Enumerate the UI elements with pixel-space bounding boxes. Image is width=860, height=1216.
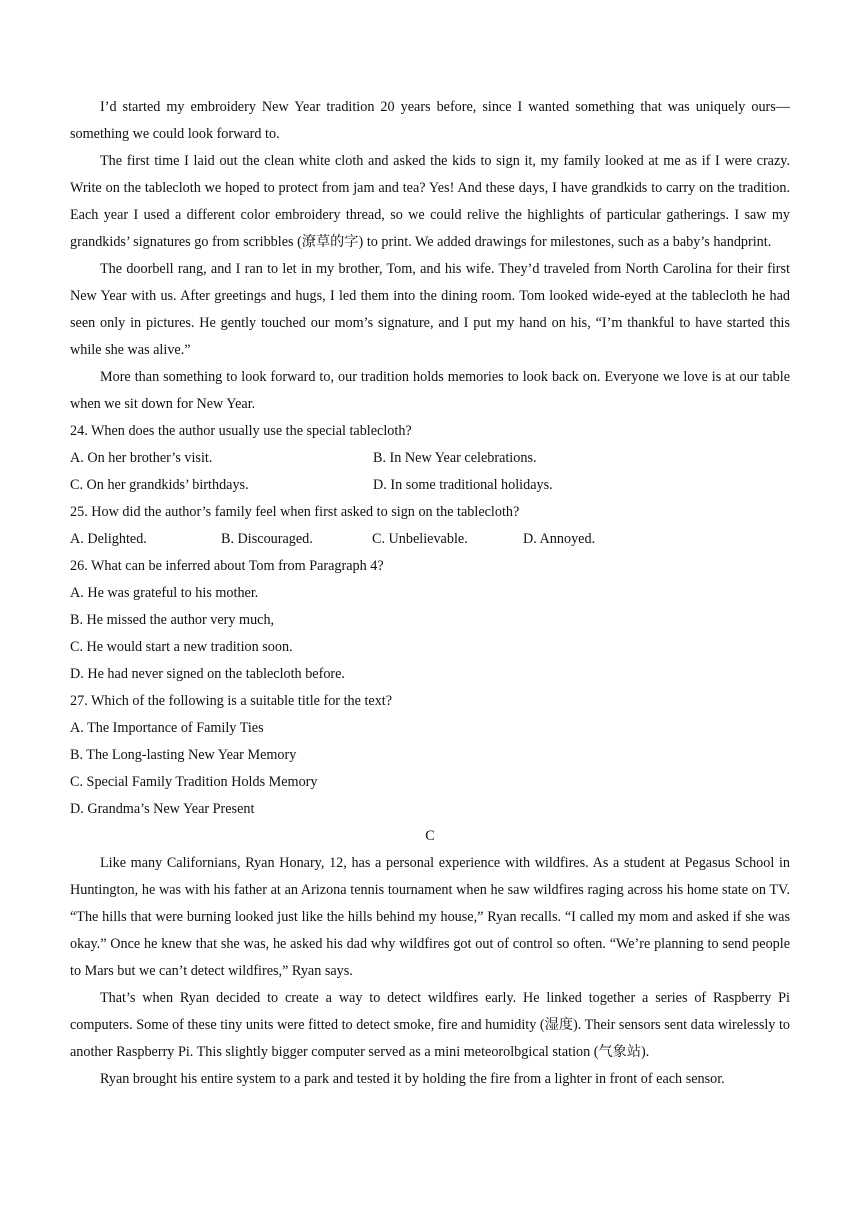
passage-c xyxy=(70,850,790,1093)
option-a[interactable]: A. The Importance of Family Ties xyxy=(70,720,264,736)
question-stem: 25. How did the author’s family feel when first asked to sign on the tablecloth? xyxy=(70,504,520,520)
question-stem: 27. Which of the following is a suitable title for the text? xyxy=(70,693,393,709)
option-b[interactable]: B. The Long-lasting New Year Memory xyxy=(70,747,297,763)
document-page xyxy=(70,94,790,1093)
option-row xyxy=(70,445,790,472)
passage-c-paragraph-2: That’s when Ryan decided to create a way to detect wildfires early. He linked together a series of Raspberry Pi computers. Some of these tiny units were fitted to detect smoke, fire and humidity (湿度). Their sensors sent data wirelessly to another Raspberry Pi. This slightly bigger computer served as a mini meteorolbgical station (气象站). xyxy=(70,990,790,1060)
option-b[interactable]: B. He missed the author very much, xyxy=(70,612,275,628)
passage-c-paragraph-1: Like many Californians, Ryan Honary, 12, has a personal experience with wildfires. As a student at Pegasus School in Huntington, he was with his father at an Arizona tennis tournament when he saw wildfires raging across his home state on TV. “The hills that were burning looked just like the hills behind my house,” Ryan recalls. “I called my mom and asked if she was okay.” Once he knew that she was, he asked his dad why wildfires got out of control so often. “We’re planning to send people to Mars but we can’t detect wildfires,” Ryan says. xyxy=(70,855,790,979)
option-d[interactable]: D. In some traditional holidays. xyxy=(373,477,553,493)
option-b[interactable]: B. Discouraged. xyxy=(221,531,313,547)
section-c-heading: C xyxy=(425,828,435,844)
question-stem: 26. What can be inferred about Tom from Paragraph 4? xyxy=(70,558,384,574)
option-row xyxy=(70,472,790,499)
passage-c-paragraph-3: Ryan brought his entire system to a park and tested it by holding the fire from a lighter in front of each sensor. xyxy=(100,1071,725,1087)
question-stem: 24. When does the author usually use the special tablecloth? xyxy=(70,423,412,439)
option-row xyxy=(70,526,790,553)
option-d[interactable]: D. Annoyed. xyxy=(523,531,596,547)
option-a[interactable]: A. He was grateful to his mother. xyxy=(70,585,259,601)
passage-b-paragraph-3: The doorbell rang, and I ran to let in my brother, Tom, and his wife. They’d traveled from North Carolina for their first New Year with us. After greetings and hugs, I led them into the dining room. Tom looked wide-eyed at the tablecloth he had seen only in pictures. He gently touched our mom’s signature, and I put my hand on his, “I’m thankful to have started this while she was alive.” xyxy=(70,261,790,358)
option-c[interactable]: C. Unbelievable. xyxy=(372,531,468,547)
passage-b xyxy=(70,94,790,418)
passage-b-paragraph-4: More than something to look forward to, our tradition holds memories to look back on. Everyone we love is at our table when we sit down for New Year. xyxy=(70,369,790,412)
option-b[interactable]: B. In New Year celebrations. xyxy=(373,450,537,466)
option-a[interactable]: A. Delighted. xyxy=(70,531,147,547)
question-26 xyxy=(70,553,790,688)
option-c[interactable]: C. Special Family Tradition Holds Memory xyxy=(70,774,318,790)
option-c[interactable]: C. He would start a new tradition soon. xyxy=(70,639,293,655)
option-a[interactable]: A. On her brother’s visit. xyxy=(70,450,213,466)
option-d[interactable]: D. He had never signed on the tablecloth before. xyxy=(70,666,345,682)
question-24 xyxy=(70,418,790,499)
passage-b-paragraph-2: The first time I laid out the clean white cloth and asked the kids to sign it, my family looked at me as if I were crazy. Write on the tablecloth we hoped to protect from jam and tea? Yes! And these days, I have grandkids to carry on the tradition. Each year I used a different color embroidery thread, so we could relive the highlights of particular gatherings. I saw my grandkids’ signatures go from scribbles (潦草的字) to print. We added drawings for milestones, such as a baby’s handprint. xyxy=(70,153,790,250)
question-25 xyxy=(70,499,790,553)
passage-b-paragraph-1: I’d started my embroidery New Year tradition 20 years before, since I wanted something that was uniquely ours—something we could look forward to. xyxy=(70,99,790,142)
option-d[interactable]: D. Grandma’s New Year Present xyxy=(70,801,255,817)
option-c[interactable]: C. On her grandkids’ birthdays. xyxy=(70,477,249,493)
question-27 xyxy=(70,688,790,823)
